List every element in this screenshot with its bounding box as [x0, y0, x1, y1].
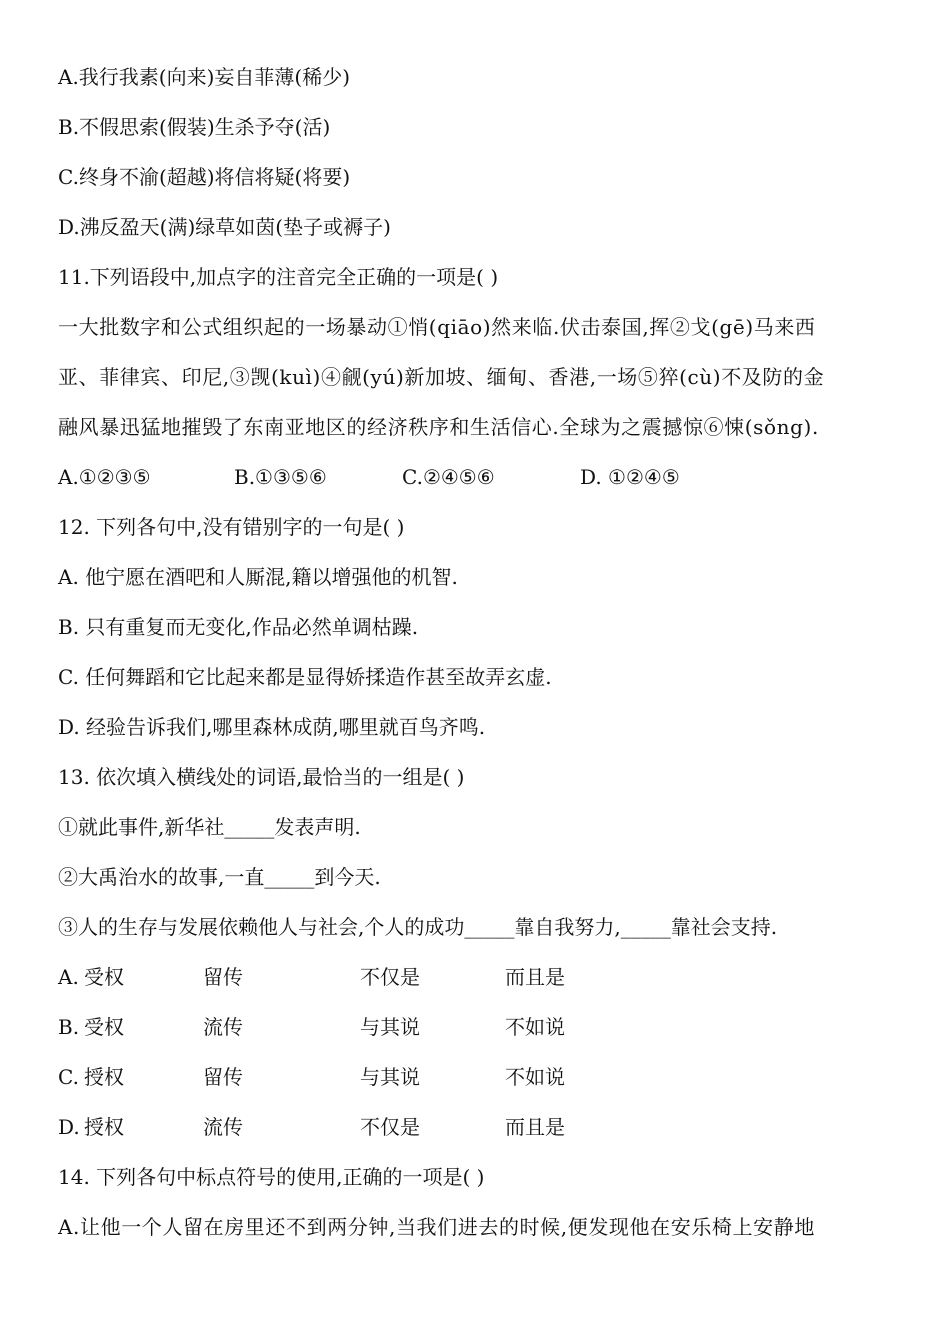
q13-option-label: D.: [58, 1115, 80, 1139]
q13-word-4: 而且是: [505, 1115, 565, 1139]
q12-stem: 12. 下列各句中,没有错别字的一句是( ): [58, 515, 405, 539]
q11-option-d: D. ①②④⑤: [580, 465, 680, 489]
q11-passage-line-2: 亚、菲律宾、印尼,③觊(kuì)④觎(yú)新加坡、缅甸、香港,一场⑤猝(cù)不及防的金: [58, 365, 825, 389]
q13-sentence-3: ③人的生存与发展依赖他人与社会,个人的成功_____靠自我努力,_____靠社会支持.: [58, 915, 778, 939]
q10-option-d: D.沸反盈天(满)绿草如茵(垫子或褥子): [58, 215, 391, 239]
q14-stem: 14. 下列各句中标点符号的使用,正确的一项是( ): [58, 1165, 485, 1189]
q10-option-a: A.我行我素(向来)妄自菲薄(稀少): [58, 65, 351, 89]
q12-option-c: C. 任何舞蹈和它比起来都是显得娇揉造作甚至故弄玄虚.: [58, 665, 552, 689]
q11-stem: 11.下列语段中,加点字的注音完全正确的一项是( ): [58, 265, 499, 289]
q13-option-label: C.: [58, 1065, 79, 1089]
q13-word-1: 授权: [84, 1115, 124, 1139]
q13-word-3: 与其说: [360, 1065, 420, 1089]
q13-sentence-2: ②大禹治水的故事,一直_____到今天.: [58, 865, 381, 889]
q13-option-label: B.: [58, 1015, 80, 1039]
q13-option-label: A.: [58, 965, 79, 989]
q14-option-a: A.让他一个人留在房里还不到两分钟,当我们进去的时候,便发现他在安乐椅上安静地: [58, 1215, 815, 1239]
q13-word-3: 不仅是: [360, 965, 420, 989]
q13-word-1: 受权: [84, 1015, 124, 1039]
q13-word-3: 不仅是: [360, 1115, 420, 1139]
q13-word-4: 而且是: [505, 965, 565, 989]
q11-option-b: B.①③⑤⑥: [234, 465, 327, 489]
q13-word-1: 授权: [84, 1065, 124, 1089]
q13-word-3: 与其说: [360, 1015, 420, 1039]
q13-word-2: 流传: [203, 1015, 243, 1039]
q11-passage-line-1: 一大批数字和公式组织起的一场暴动①悄(qiāo)然来临.伏击泰国,挥②戈(gē)马来西: [58, 315, 816, 339]
q13-word-2: 流传: [203, 1115, 243, 1139]
q12-option-d: D. 经验告诉我们,哪里森林成荫,哪里就百鸟齐鸣.: [58, 715, 486, 739]
q13-sentence-1: ①就此事件,新华社_____发表声明.: [58, 815, 361, 839]
q10-option-c: C.终身不渝(超越)将信将疑(将要): [58, 165, 351, 189]
q11-passage-line-3: 融风暴迅猛地摧毁了东南亚地区的经济秩序和生活信心.全球为之震撼惊⑥悚(sǒng).: [58, 415, 819, 439]
q13-word-1: 受权: [84, 965, 124, 989]
q13-option-d: [58, 1114, 658, 1140]
q11-option-a: A.①②③⑤: [58, 465, 151, 489]
q12-option-b: B. 只有重复而无变化,作品必然单调枯躁.: [58, 615, 419, 639]
q11-options: [58, 464, 758, 490]
q13-word-4: 不如说: [505, 1065, 565, 1089]
q10-option-b: B.不假思索(假装)生杀予夺(活): [58, 115, 331, 139]
q13-option-b: [58, 1014, 658, 1040]
q13-word-4: 不如说: [505, 1015, 565, 1039]
q13-stem: 13. 依次填入横线处的词语,最恰当的一组是( ): [58, 765, 465, 789]
q13-option-c: [58, 1064, 658, 1090]
q13-option-a: [58, 964, 658, 990]
q11-option-c: C.②④⑤⑥: [402, 465, 495, 489]
q13-word-2: 留传: [203, 1065, 243, 1089]
q13-word-2: 留传: [203, 965, 243, 989]
q12-option-a: A. 他宁愿在酒吧和人厮混,籍以增强他的机智.: [58, 565, 458, 589]
